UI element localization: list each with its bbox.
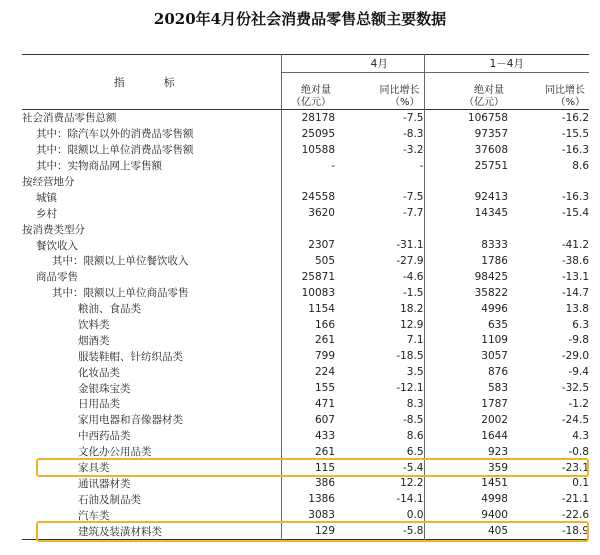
ytd-yoy-cell: -41.2 xyxy=(561,239,589,252)
ytd-yoy-cell: -16.2 xyxy=(561,111,589,124)
apr-abs-cell: 224 xyxy=(281,364,335,380)
table-row xyxy=(22,523,589,539)
ytd-abs-cell: 635 xyxy=(424,317,508,333)
ytd-abs-cell: 92413 xyxy=(424,189,508,205)
ytd-yoy-cell: -16.3 xyxy=(561,143,589,156)
ytd-yoy-cell: -14.7 xyxy=(561,286,589,299)
ytd-yoy-cell: -15.5 xyxy=(561,127,589,140)
page-title: 2020年4月份社会消费品零售总额主要数据 xyxy=(153,10,447,28)
ytd-yoy-cell: -22.6 xyxy=(561,509,589,522)
apr-yoy-cell: -7.5 xyxy=(403,111,424,124)
row-name: 乡村 xyxy=(36,207,57,220)
table-row xyxy=(22,460,589,476)
table-row xyxy=(22,491,589,507)
row-name: 其中：除汽车以外的消费品零售额 xyxy=(36,128,194,141)
ytd-abs-cell xyxy=(424,221,508,237)
ytd-yoy-cell: 6.3 xyxy=(572,318,589,331)
row-name: 中西药品类 xyxy=(78,430,131,443)
table-row xyxy=(22,253,589,269)
apr-yoy-header-label: 同比增长 （%） xyxy=(379,85,420,108)
row-name: 按消费类型分 xyxy=(22,223,85,236)
apr-yoy-cell: 7.1 xyxy=(406,334,424,347)
table-row xyxy=(22,205,589,221)
apr-yoy-cell: -18.5 xyxy=(396,350,424,363)
header-row-periods xyxy=(22,55,589,73)
ytd-abs-cell: 98425 xyxy=(424,269,508,285)
ytd-abs-cell xyxy=(424,174,508,190)
apr-abs-cell: 24558 xyxy=(281,189,335,205)
ytd-yoy-header xyxy=(508,73,589,110)
table-row xyxy=(22,237,589,253)
apr-yoy-cell: 8.3 xyxy=(406,397,424,410)
apr-abs-header xyxy=(281,73,335,110)
apr-yoy-cell: 12.9 xyxy=(400,318,424,331)
apr-yoy-cell: -4.6 xyxy=(403,270,424,283)
apr-yoy-cell xyxy=(335,221,424,237)
table-row xyxy=(22,396,589,412)
apr-abs-cell xyxy=(281,221,335,237)
table-row xyxy=(22,301,589,317)
apr-yoy-cell: -7.5 xyxy=(403,191,424,204)
table-row xyxy=(22,221,589,237)
table-row xyxy=(22,126,589,142)
ytd-abs-cell: 4998 xyxy=(424,491,508,507)
index-header: 指 标 xyxy=(113,76,189,89)
table-row xyxy=(22,475,589,491)
table-row xyxy=(22,332,589,348)
apr-yoy-cell: -31.1 xyxy=(396,239,424,252)
apr-abs-cell: 129 xyxy=(281,523,335,539)
apr-abs-cell: 25871 xyxy=(281,269,335,285)
apr-yoy-cell: -7.7 xyxy=(403,207,424,220)
table-row xyxy=(22,317,589,333)
apr-abs-cell: 155 xyxy=(281,380,335,396)
ytd-abs-cell: 1451 xyxy=(424,475,508,491)
period-apr-header xyxy=(281,55,335,73)
table-body xyxy=(22,110,589,540)
apr-abs-cell: - xyxy=(281,158,335,174)
ytd-abs-cell: 1644 xyxy=(424,428,508,444)
retail-sales-table xyxy=(22,54,589,540)
apr-yoy-cell: 18.2 xyxy=(400,302,424,315)
period-ytd-header: 1－4月 xyxy=(424,55,589,73)
ytd-abs-cell: 583 xyxy=(424,380,508,396)
ytd-abs-cell: 14345 xyxy=(424,205,508,221)
row-name: 粮油、食品类 xyxy=(78,303,141,316)
ytd-yoy-cell: -16.3 xyxy=(561,191,589,204)
ytd-abs-cell: 1787 xyxy=(424,396,508,412)
row-name: 按经营地分 xyxy=(22,176,75,188)
ytd-yoy-cell: 0.1 xyxy=(572,477,589,490)
ytd-abs-cell: 405 xyxy=(424,523,508,539)
ytd-abs-cell: 37608 xyxy=(424,142,508,158)
table-row xyxy=(22,142,589,158)
ytd-abs-cell: 106758 xyxy=(424,110,508,126)
row-name: 其中：限额以上单位消费品零售额 xyxy=(36,144,194,157)
ytd-abs-cell: 2002 xyxy=(424,412,508,428)
apr-abs-cell: 799 xyxy=(281,348,335,364)
ytd-yoy-cell: -29.0 xyxy=(561,350,589,363)
ytd-abs-cell: 25751 xyxy=(424,158,508,174)
row-name: 服装鞋帽、针纺织品类 xyxy=(78,350,183,363)
apr-abs-cell xyxy=(281,174,335,190)
table-row xyxy=(22,189,589,205)
apr-yoy-cell: 6.5 xyxy=(406,445,424,458)
ytd-yoy-cell: -0.8 xyxy=(568,445,589,458)
table-row xyxy=(22,174,589,190)
apr-abs-cell: 10083 xyxy=(281,285,335,301)
table-row xyxy=(22,285,589,301)
apr-abs-cell: 10588 xyxy=(281,142,335,158)
table-row xyxy=(22,428,589,444)
ytd-yoy-cell: -24.5 xyxy=(561,413,589,426)
ytd-abs-cell: 1786 xyxy=(424,253,508,269)
apr-abs-cell: 28178 xyxy=(281,110,335,126)
ytd-abs-cell: 35822 xyxy=(424,285,508,301)
apr-abs-cell: 1386 xyxy=(281,491,335,507)
ytd-abs-cell: 923 xyxy=(424,444,508,460)
ytd-yoy-cell xyxy=(508,221,589,237)
apr-abs-cell: 3083 xyxy=(281,507,335,523)
ytd-yoy-cell: -15.4 xyxy=(561,207,589,220)
apr-yoy-cell: -27.9 xyxy=(396,254,424,267)
ytd-abs-cell: 3057 xyxy=(424,348,508,364)
row-name: 社会消费品零售总额 xyxy=(22,112,117,125)
row-name: 家用电器和音像器材类 xyxy=(78,414,183,427)
ytd-yoy-cell: -32.5 xyxy=(561,382,589,395)
apr-yoy-cell xyxy=(335,174,424,190)
apr-yoy-cell: -3.2 xyxy=(403,143,424,156)
ytd-yoy-cell: 4.3 xyxy=(572,429,589,442)
row-name: 石油及制品类 xyxy=(78,493,141,506)
ytd-yoy-cell: -9.8 xyxy=(568,334,589,347)
apr-yoy-cell: 0.0 xyxy=(406,509,424,522)
apr-yoy-cell: -8.3 xyxy=(403,127,424,140)
ytd-yoy-cell: -1.2 xyxy=(568,397,589,410)
apr-yoy-cell: -5.4 xyxy=(403,461,424,474)
apr-abs-cell: 3620 xyxy=(281,205,335,221)
ytd-yoy-cell: -38.6 xyxy=(561,254,589,267)
ytd-yoy-cell: 13.8 xyxy=(565,302,589,315)
table-row xyxy=(22,269,589,285)
apr-yoy-cell: -5.8 xyxy=(403,525,424,538)
row-name: 汽车类 xyxy=(78,509,110,522)
row-name: 其中：限额以上单位商品零售 xyxy=(52,287,189,300)
ytd-abs-cell: 1109 xyxy=(424,332,508,348)
ytd-yoy-cell: -23.1 xyxy=(561,461,589,474)
apr-abs-cell: 261 xyxy=(281,444,335,460)
row-name: 饮料类 xyxy=(78,319,110,332)
table-row xyxy=(22,364,589,380)
ytd-yoy-cell: -18.9 xyxy=(561,525,589,538)
row-name: 日用品类 xyxy=(78,398,120,411)
row-name: 通讯器材类 xyxy=(78,477,131,490)
table-row xyxy=(22,444,589,460)
row-name: 家具类 xyxy=(78,462,110,475)
row-name: 城镇 xyxy=(36,191,57,204)
apr-yoy-cell: - xyxy=(419,159,424,172)
apr-abs-cell: 505 xyxy=(281,253,335,269)
ytd-abs-cell: 9400 xyxy=(424,507,508,523)
ytd-yoy-cell: -9.4 xyxy=(568,366,589,379)
apr-abs-cell: 1154 xyxy=(281,301,335,317)
apr-yoy-cell: -1.5 xyxy=(403,286,424,299)
table-row xyxy=(22,110,589,126)
apr-abs-cell: 471 xyxy=(281,396,335,412)
ytd-yoy-header-label: 同比增长 （%） xyxy=(545,85,585,108)
row-name: 建筑及装潢材料类 xyxy=(78,525,162,538)
row-name: 化妆品类 xyxy=(78,366,120,379)
period-apr-header-label: 4月 xyxy=(335,55,424,73)
table-row xyxy=(22,348,589,364)
row-name: 商品零售 xyxy=(36,271,78,284)
apr-abs-cell: 2307 xyxy=(281,237,335,253)
apr-abs-cell: 261 xyxy=(281,332,335,348)
table-row xyxy=(22,412,589,428)
apr-yoy-cell: -12.1 xyxy=(396,382,424,395)
ytd-yoy-cell: -21.1 xyxy=(561,493,589,506)
row-name: 烟酒类 xyxy=(78,334,110,347)
ytd-abs-cell: 8333 xyxy=(424,237,508,253)
row-name: 文化办公用品类 xyxy=(78,446,152,459)
row-name: 餐饮收入 xyxy=(36,239,78,252)
apr-abs-cell: 607 xyxy=(281,412,335,428)
ytd-yoy-cell xyxy=(508,174,589,190)
apr-abs-cell: 115 xyxy=(281,460,335,476)
apr-abs-header-label: 绝对量 （亿元） xyxy=(291,85,331,108)
table-row xyxy=(22,158,589,174)
table-row xyxy=(22,507,589,523)
apr-yoy-cell: -8.5 xyxy=(403,413,424,426)
ytd-yoy-cell: 8.6 xyxy=(572,159,589,172)
apr-abs-cell: 386 xyxy=(281,475,335,491)
ytd-abs-header-label: 绝对量 （亿元） xyxy=(464,85,504,108)
apr-yoy-cell: 8.6 xyxy=(406,429,424,442)
apr-yoy-cell: 12.2 xyxy=(400,477,424,490)
apr-abs-cell: 433 xyxy=(281,428,335,444)
row-name: 其中：限额以上单位餐饮收入 xyxy=(52,255,189,268)
ytd-abs-cell: 876 xyxy=(424,364,508,380)
ytd-abs-cell: 4996 xyxy=(424,301,508,317)
apr-abs-cell: 166 xyxy=(281,317,335,333)
apr-yoy-cell: -14.1 xyxy=(396,493,424,506)
row-name: 金银珠宝类 xyxy=(78,382,131,395)
ytd-abs-cell: 359 xyxy=(424,460,508,476)
table-row xyxy=(22,380,589,396)
apr-yoy-cell: 3.5 xyxy=(406,366,424,379)
ytd-abs-header xyxy=(424,73,508,110)
row-name: 其中：实物商品网上零售额 xyxy=(36,160,162,173)
ytd-abs-cell: 97357 xyxy=(424,126,508,142)
ytd-yoy-cell: -13.1 xyxy=(561,270,589,283)
apr-yoy-header xyxy=(335,73,424,110)
apr-abs-cell: 25095 xyxy=(281,126,335,142)
